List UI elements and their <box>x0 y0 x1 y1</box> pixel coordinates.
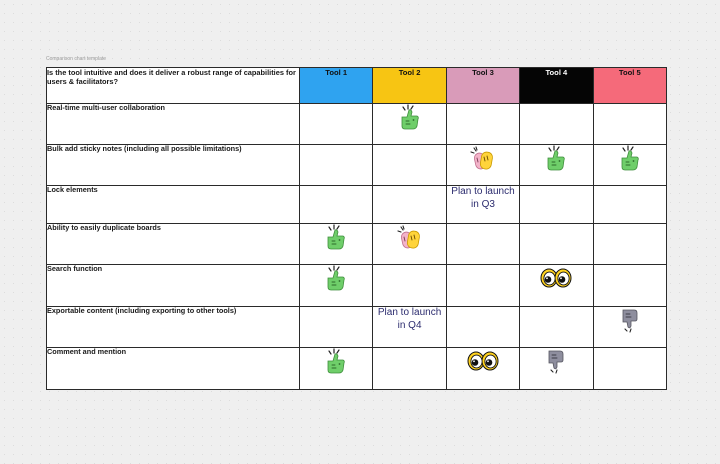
eyes-icon[interactable] <box>539 265 573 296</box>
table-row <box>47 145 667 186</box>
thumbs-up-icon[interactable] <box>324 224 348 257</box>
table-row <box>47 348 667 390</box>
feature-cell[interactable]: Real-time multi-user collaboration <box>47 104 300 145</box>
tool-1-cell[interactable] <box>300 145 373 186</box>
tool-4-cell[interactable] <box>520 186 593 224</box>
tool-5-cell[interactable] <box>593 265 666 307</box>
tool-2-header[interactable]: Tool 2 <box>373 68 446 104</box>
tool-4-cell[interactable] <box>520 307 593 348</box>
tool-2-cell[interactable] <box>373 348 446 390</box>
feature-cell[interactable]: Ability to easily duplicate boards <box>47 224 300 265</box>
table-row <box>47 224 667 265</box>
tool-1-cell[interactable] <box>300 265 373 307</box>
tool-5-cell[interactable] <box>593 348 666 390</box>
tool-4-cell[interactable] <box>520 104 593 145</box>
feature-cell[interactable]: Lock elements <box>47 186 300 224</box>
tool-1-cell[interactable] <box>300 186 373 224</box>
tool-4-cell[interactable] <box>520 145 593 186</box>
thumbs-up-icon[interactable] <box>324 265 348 298</box>
cell-note[interactable]: Plan to launch in Q3 <box>451 186 515 210</box>
comparison-table <box>46 67 667 390</box>
party-hands-icon[interactable] <box>395 224 425 259</box>
tool-2-cell[interactable] <box>373 104 446 145</box>
feature-cell[interactable]: Exportable content (including exporting to other tools) <box>47 307 300 348</box>
tool-4-cell[interactable] <box>520 224 593 265</box>
tool-3-cell[interactable] <box>446 224 519 265</box>
tool-3-cell[interactable] <box>446 265 519 307</box>
thumbs-up-icon[interactable] <box>544 145 568 178</box>
thumbs-down-icon[interactable] <box>545 348 567 379</box>
tool-2-cell[interactable] <box>373 224 446 265</box>
question-header[interactable]: Is the tool intuitive and does it deliver a robust range of capabilities for users & facilitators? <box>47 68 300 104</box>
feature-cell[interactable]: Bulk add sticky notes (including all possible limitations) <box>47 145 300 186</box>
tool-3-cell[interactable] <box>446 348 519 390</box>
thumbs-up-icon[interactable] <box>398 104 422 137</box>
tool-5-cell[interactable] <box>593 145 666 186</box>
table-row <box>47 307 667 348</box>
frame-label: Comparison chart template <box>46 56 107 62</box>
tool-5-header[interactable]: Tool 5 <box>593 68 666 104</box>
thumbs-up-icon[interactable] <box>618 145 642 178</box>
tool-5-cell[interactable] <box>593 104 666 145</box>
tool-4-cell[interactable] <box>520 348 593 390</box>
tool-5-cell[interactable] <box>593 307 666 348</box>
tool-2-cell[interactable] <box>373 265 446 307</box>
tool-2-cell[interactable] <box>373 186 446 224</box>
tool-3-cell[interactable] <box>446 104 519 145</box>
tool-2-cell[interactable] <box>373 145 446 186</box>
tool-4-header[interactable]: Tool 4 <box>520 68 593 104</box>
tool-2-cell[interactable] <box>373 307 446 348</box>
tool-3-cell[interactable] <box>446 307 519 348</box>
tool-5-cell[interactable] <box>593 186 666 224</box>
tool-1-header[interactable]: Tool 1 <box>300 68 373 104</box>
tool-1-cell[interactable] <box>300 104 373 145</box>
tool-4-cell[interactable] <box>520 265 593 307</box>
table-row <box>47 265 667 307</box>
tool-3-cell[interactable] <box>446 145 519 186</box>
feature-cell[interactable]: Search function <box>47 265 300 307</box>
cell-note[interactable]: Plan to launch in Q4 <box>377 307 442 331</box>
tool-1-cell[interactable] <box>300 307 373 348</box>
table-row <box>47 104 667 145</box>
tool-5-cell[interactable] <box>593 224 666 265</box>
tool-1-cell[interactable] <box>300 348 373 390</box>
thumbs-up-icon[interactable] <box>324 348 348 381</box>
feature-cell[interactable]: Comment and mention <box>47 348 300 390</box>
tool-3-header[interactable]: Tool 3 <box>446 68 519 104</box>
party-hands-icon[interactable] <box>468 145 498 180</box>
thumbs-down-icon[interactable] <box>619 307 641 338</box>
tool-3-cell[interactable] <box>446 186 519 224</box>
tool-1-cell[interactable] <box>300 224 373 265</box>
table-row <box>47 186 667 224</box>
header-row <box>47 68 667 104</box>
eyes-icon[interactable] <box>466 348 500 379</box>
